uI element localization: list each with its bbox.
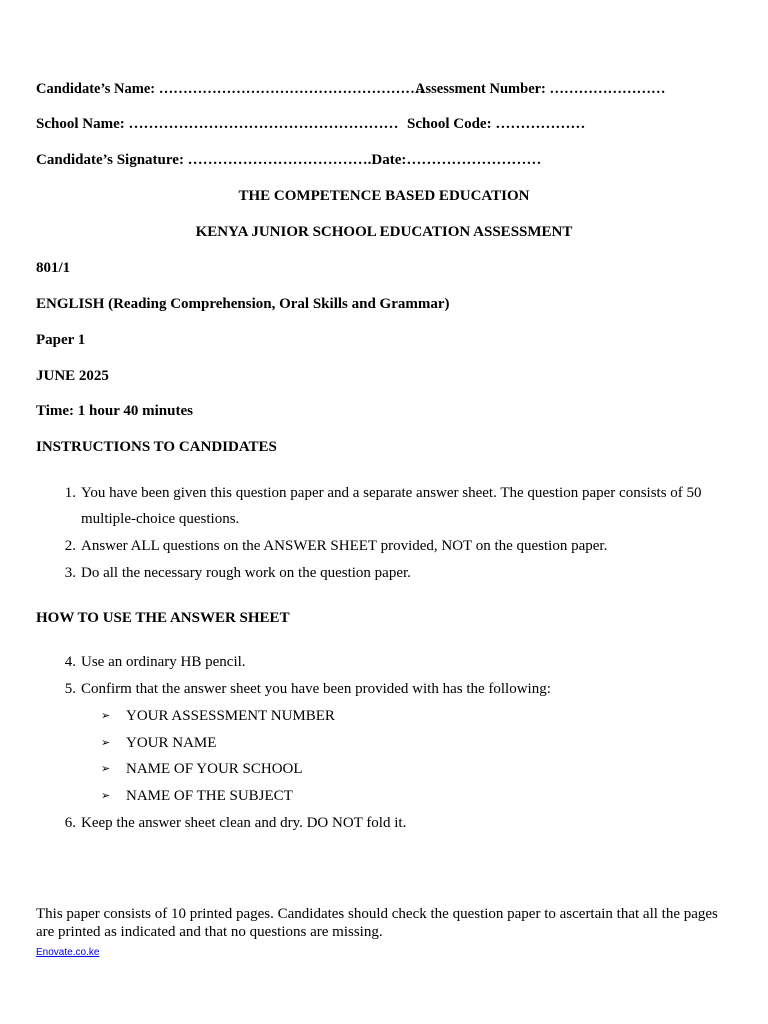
list-item-text: Do all the necessary rough work on the question paper.: [81, 565, 411, 581]
list-item: [36, 810, 736, 836]
list-item: [36, 676, 736, 702]
list-item-text: Answer ALL questions on the ANSWER SHEET provided, NOT on the question paper.: [81, 538, 608, 554]
instructions-heading: INSTRUCTIONS TO CANDIDATES: [36, 439, 277, 455]
school-name-field: School Name: ………………………………………………: [36, 116, 399, 132]
list-item: [36, 533, 736, 559]
list-item-text: You have been given this question paper and a separate answer sheet. The question paper consists of 50 multiple-choice questions.: [81, 485, 702, 527]
source-link[interactable]: Enovate.co.ke: [36, 947, 100, 958]
assessment-number-field: Assessment Number: ……………………: [415, 81, 666, 97]
candidate-signature-field: Candidate’s Signature: ……………………………….Date:………………………: [36, 152, 542, 168]
list-item: [36, 560, 736, 586]
bullet-item-text: YOUR NAME: [126, 735, 217, 751]
paper-number: Paper 1: [36, 332, 86, 348]
arrowhead-bullet-icon: ➢: [101, 789, 111, 802]
page-count-note: This paper consists of 10 printed pages. Candidates should check the question paper to ascertain that all the pages are printed as indicated and that no questions are missing.: [36, 906, 718, 940]
list-item-text: Keep the answer sheet clean and dry. DO NOT fold it.: [81, 815, 407, 831]
paper-date: JUNE 2025: [36, 368, 109, 384]
paper-time: Time: 1 hour 40 minutes: [36, 403, 193, 419]
answer-sheet-heading: HOW TO USE THE ANSWER SHEET: [36, 610, 290, 626]
candidate-name-field: Candidate’s Name: ……………………………………………….: [36, 81, 424, 97]
bullet-item-text: NAME OF YOUR SCHOOL: [126, 761, 303, 777]
paper-code: 801/1: [36, 260, 71, 276]
list-item-number: 3.: [64, 565, 76, 581]
list-item-number: 6.: [64, 815, 76, 831]
list-item: [36, 480, 736, 532]
list-item-number: 4.: [64, 654, 76, 670]
list-item-text: Use an ordinary HB pencil.: [81, 654, 246, 670]
list-item-text: Confirm that the answer sheet you have been provided with has the following:: [81, 681, 551, 697]
arrowhead-bullet-icon: ➢: [101, 709, 111, 722]
list-item-number: 2.: [64, 538, 76, 554]
list-item: [36, 649, 736, 675]
bullet-item-text: YOUR ASSESSMENT NUMBER: [126, 708, 335, 724]
title-line-1: THE COMPETENCE BASED EDUCATION: [238, 188, 530, 204]
bullet-item-text: NAME OF THE SUBJECT: [126, 788, 293, 804]
title-line-2: KENYA JUNIOR SCHOOL EDUCATION ASSESSMENT: [195, 224, 573, 240]
arrowhead-bullet-icon: ➢: [101, 736, 111, 749]
list-item-number: 1.: [64, 485, 76, 501]
school-code-field: School Code: ………………: [407, 116, 586, 132]
list-item-number: 5.: [64, 681, 76, 697]
arrowhead-bullet-icon: ➢: [101, 762, 111, 775]
paper-subject: ENGLISH (Reading Comprehension, Oral Skills and Grammar): [36, 296, 450, 312]
